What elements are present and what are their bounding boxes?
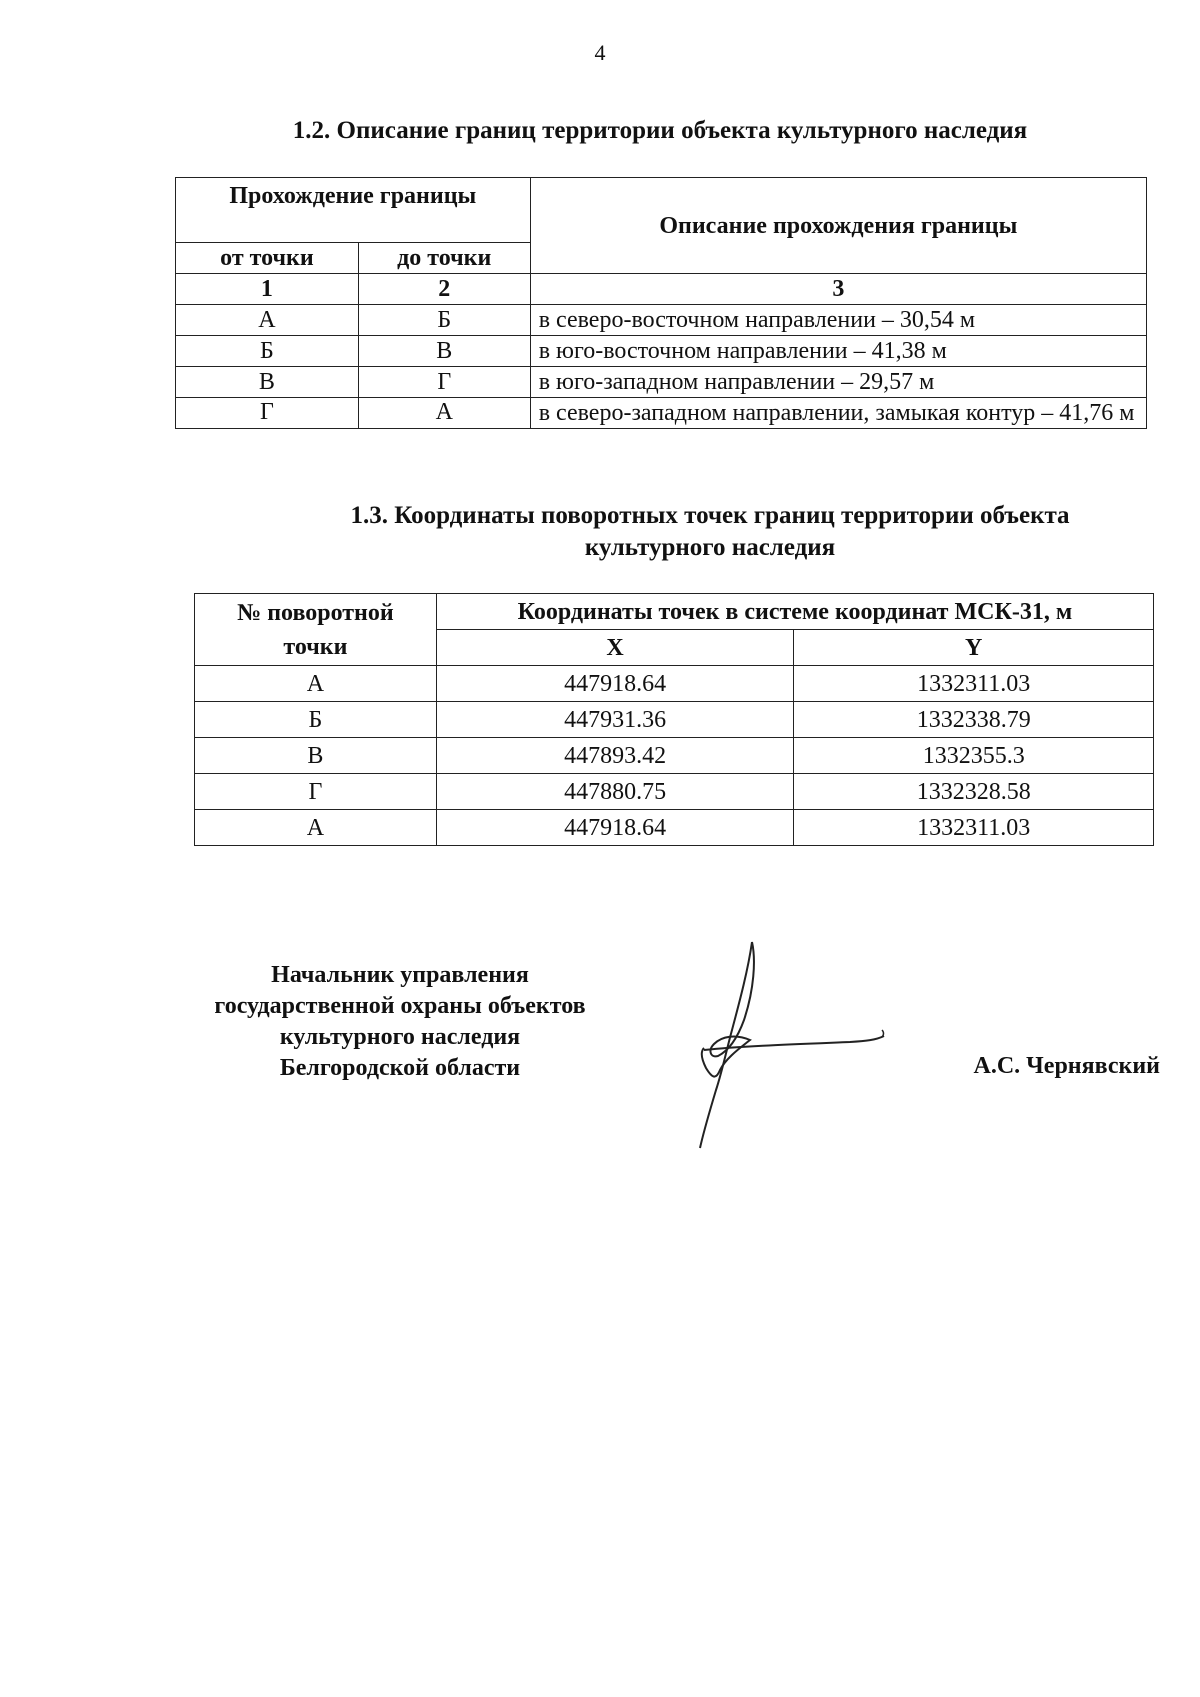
table-row	[195, 810, 1154, 846]
signatory-position	[170, 960, 630, 1084]
header-passage: Прохождение границы	[176, 178, 531, 243]
cell-from: Б	[176, 336, 359, 367]
cell-y: 1332355.3	[794, 738, 1154, 774]
cell-y: 1332311.03	[794, 810, 1154, 846]
cell-point: Б	[195, 702, 437, 738]
cell-y: 1332328.58	[794, 774, 1154, 810]
cell-point: А	[195, 666, 437, 702]
cell-description: в юго-западном направлении – 29,57 м	[530, 367, 1146, 398]
table-row	[195, 738, 1154, 774]
table-row	[195, 702, 1154, 738]
header-from-point: от точки	[176, 243, 359, 274]
cell-x: 447931.36	[436, 702, 794, 738]
signatory-name: А.С. Чернявский	[973, 1053, 1160, 1079]
cell-point: Г	[195, 774, 437, 810]
cell-to: Б	[358, 305, 530, 336]
signatory-line: Белгородской области	[279, 1055, 521, 1081]
table-row	[176, 336, 1147, 367]
cell-x: 447880.75	[436, 774, 794, 810]
table-row	[176, 305, 1147, 336]
cell-description: в юго-восточном направлении – 41,38 м	[530, 336, 1146, 367]
table-row	[176, 367, 1147, 398]
table-row	[195, 774, 1154, 810]
cell-to: В	[358, 336, 530, 367]
handwritten-signature	[670, 940, 900, 1150]
section-title-boundary-description: 1.2. Описание границ территории объекта культурного наследия	[292, 117, 1028, 144]
header-col-number: 3	[530, 274, 1146, 305]
cell-point: В	[195, 738, 437, 774]
header-y: Y	[794, 630, 1154, 666]
signatory-line: государственной охраны объектов	[214, 993, 586, 1019]
section-title-line: 1.3. Координаты поворотных точек границ территории объекта	[350, 502, 1070, 529]
boundary-description-table	[175, 177, 1147, 429]
cell-y: 1332311.03	[794, 666, 1154, 702]
header-col-number: 1	[176, 274, 359, 305]
header-point-number: № поворотной точки	[195, 594, 437, 666]
cell-from: А	[176, 305, 359, 336]
coordinates-table	[194, 593, 1154, 846]
header-to-point: до точки	[358, 243, 530, 274]
cell-description: в северо-восточном направлении – 30,54 м	[530, 305, 1146, 336]
cell-from: В	[176, 367, 359, 398]
cell-to: Г	[358, 367, 530, 398]
signatory-line: культурного наследия	[279, 1024, 521, 1050]
header-coordinates: Координаты точек в системе координат МСК-31, м	[436, 594, 1153, 630]
header-description: Описание прохождения границы	[530, 178, 1146, 274]
cell-y: 1332338.79	[794, 702, 1154, 738]
signatory-line: Начальник управления	[271, 962, 529, 988]
cell-x: 447893.42	[436, 738, 794, 774]
section-title-line: культурного наследия	[584, 534, 836, 561]
cell-to: А	[358, 398, 530, 429]
cell-point: А	[195, 810, 437, 846]
header-col-number: 2	[358, 274, 530, 305]
cell-x: 447918.64	[436, 666, 794, 702]
cell-x: 447918.64	[436, 810, 794, 846]
page-number: 4	[594, 40, 606, 65]
section-title-coordinates	[290, 500, 1130, 564]
table-row	[195, 666, 1154, 702]
cell-from: Г	[176, 398, 359, 429]
header-x: X	[436, 630, 794, 666]
table-row	[176, 398, 1147, 429]
cell-description: в северо-западном направлении, замыкая контур – 41,76 м	[530, 398, 1146, 429]
